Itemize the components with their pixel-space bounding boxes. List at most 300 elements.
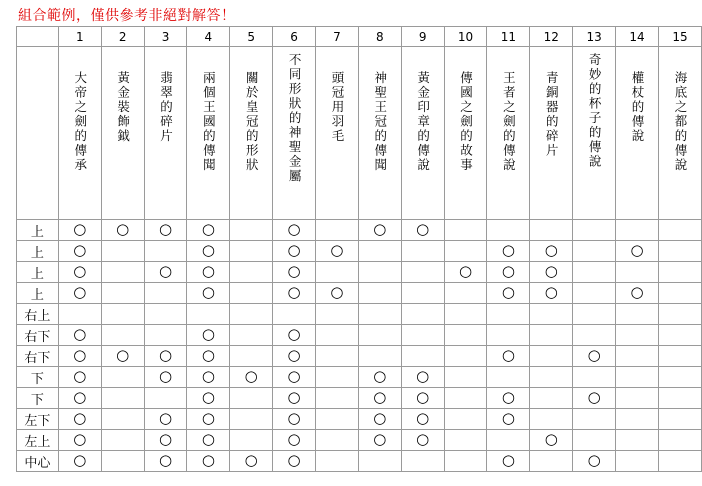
circle-mark: ○ [330, 241, 344, 259]
circle-mark: ○ [201, 388, 215, 406]
table-cell [658, 409, 701, 430]
table-cell [487, 220, 530, 241]
table-cell [144, 283, 187, 304]
table-cell [358, 346, 401, 367]
circle-mark: ○ [587, 346, 601, 364]
table-cell [316, 409, 359, 430]
table-cell [401, 241, 444, 262]
column-number: 3 [144, 27, 187, 47]
circle-mark: ○ [416, 430, 430, 448]
column-name-cell [573, 47, 616, 220]
table-cell [530, 241, 573, 262]
table-cell [487, 262, 530, 283]
column-name-cell [316, 47, 359, 220]
table-cell [101, 220, 144, 241]
table-cell [101, 304, 144, 325]
table-cell [187, 388, 230, 409]
table-cell [401, 283, 444, 304]
circle-mark: ○ [416, 409, 430, 427]
table-cell [187, 325, 230, 346]
column-name-cell [101, 47, 144, 220]
column-name-cell [58, 47, 101, 220]
circle-mark: ○ [201, 283, 215, 301]
circle-mark: ○ [287, 346, 301, 364]
table-cell [230, 220, 273, 241]
column-name-cell [658, 47, 701, 220]
direction-label: 下 [17, 367, 59, 388]
table-cell [573, 241, 616, 262]
circle-mark: ○ [201, 262, 215, 280]
table-cell [230, 388, 273, 409]
corner-cell [17, 27, 59, 47]
circle-mark: ○ [544, 283, 558, 301]
table-cell [444, 367, 487, 388]
table-cell [144, 241, 187, 262]
table-cell [230, 430, 273, 451]
column-name: 大帝之劍的傳承 [72, 71, 88, 173]
table-cell [573, 430, 616, 451]
table-cell [358, 409, 401, 430]
direction-label: 上 [17, 262, 59, 283]
table-cell [658, 241, 701, 262]
table-cell [273, 451, 316, 472]
table-cell [58, 241, 101, 262]
table-row [17, 388, 702, 409]
table-cell [444, 283, 487, 304]
table-cell [144, 304, 187, 325]
table-cell [530, 451, 573, 472]
circle-mark: ○ [630, 241, 644, 259]
table-cell [616, 283, 659, 304]
circle-mark: ○ [158, 262, 173, 280]
circle-mark: ○ [587, 388, 601, 406]
combination-table [16, 26, 702, 472]
circle-mark: ○ [373, 409, 387, 427]
table-cell [101, 388, 144, 409]
direction-label: 右下 [17, 325, 59, 346]
table-cell [101, 262, 144, 283]
table-row [17, 367, 702, 388]
circle-mark: ○ [201, 430, 215, 448]
table-cell [316, 346, 359, 367]
direction-label: 右上 [17, 304, 59, 325]
table-cell [187, 304, 230, 325]
table-cell [58, 304, 101, 325]
table-cell [230, 241, 273, 262]
direction-label: 上 [17, 283, 59, 304]
table-cell [444, 451, 487, 472]
circle-mark: ○ [373, 430, 387, 448]
table-cell [401, 409, 444, 430]
table-cell [658, 220, 701, 241]
circle-mark: ○ [73, 451, 87, 469]
column-name-cell [401, 47, 444, 220]
column-name: 王者之劍的傳說 [501, 71, 517, 173]
circle-mark: ○ [287, 220, 301, 238]
table-cell [401, 451, 444, 472]
circle-mark: ○ [287, 241, 301, 259]
table-row [17, 451, 702, 472]
table-cell [58, 262, 101, 283]
circle-mark: ○ [158, 220, 173, 238]
table-cell [273, 325, 316, 346]
direction-label: 左上 [17, 430, 59, 451]
table-cell [273, 367, 316, 388]
table-cell [316, 262, 359, 283]
table-cell [187, 451, 230, 472]
circle-mark: ○ [73, 283, 87, 301]
table-cell [316, 220, 359, 241]
table-cell [58, 325, 101, 346]
table-cell [230, 409, 273, 430]
table-cell [573, 409, 616, 430]
table-cell [573, 346, 616, 367]
column-name-cell [273, 47, 316, 220]
circle-mark: ○ [373, 367, 387, 385]
table-cell [444, 346, 487, 367]
circle-mark: ○ [501, 409, 515, 427]
table-cell [573, 367, 616, 388]
table-cell [230, 346, 273, 367]
column-number: 8 [358, 27, 401, 47]
table-cell [616, 220, 659, 241]
table-cell [273, 388, 316, 409]
circle-mark: ○ [73, 430, 87, 448]
direction-label: 上 [17, 241, 59, 262]
table-cell [230, 304, 273, 325]
table-cell [444, 409, 487, 430]
column-number: 14 [616, 27, 659, 47]
circle-mark: ○ [373, 220, 387, 238]
table-cell [273, 430, 316, 451]
table-cell [144, 430, 187, 451]
table-cell [230, 283, 273, 304]
table-cell [487, 367, 530, 388]
table-cell [273, 346, 316, 367]
table-cell [58, 409, 101, 430]
table-cell [101, 325, 144, 346]
table-cell [144, 262, 187, 283]
circle-mark: ○ [630, 283, 644, 301]
table-cell [401, 262, 444, 283]
table-cell [358, 451, 401, 472]
table-cell [487, 283, 530, 304]
circle-mark: ○ [544, 241, 558, 259]
table-cell [58, 388, 101, 409]
column-name: 關於皇冠的形狀 [244, 71, 260, 173]
circle-mark: ○ [116, 346, 130, 364]
table-cell [401, 430, 444, 451]
table-cell [273, 262, 316, 283]
column-name-cell [187, 47, 230, 220]
circle-mark: ○ [73, 409, 87, 427]
circle-mark: ○ [201, 367, 215, 385]
table-cell [273, 220, 316, 241]
circle-mark: ○ [158, 409, 173, 427]
table-row [17, 283, 702, 304]
table-cell [187, 430, 230, 451]
circle-mark: ○ [287, 325, 301, 343]
table-cell [658, 430, 701, 451]
circle-mark: ○ [287, 451, 301, 469]
table-cell [658, 367, 701, 388]
column-name-cell [358, 47, 401, 220]
table-cell [58, 220, 101, 241]
table-cell [530, 325, 573, 346]
table-cell [144, 346, 187, 367]
column-name-cell [616, 47, 659, 220]
column-name-cell [530, 47, 573, 220]
table-row [17, 346, 702, 367]
column-name-cell [444, 47, 487, 220]
table-cell [144, 325, 187, 346]
table-cell [487, 451, 530, 472]
table-cell [58, 451, 101, 472]
circle-mark: ○ [73, 220, 87, 238]
table-row [17, 304, 702, 325]
table-cell [530, 388, 573, 409]
circle-mark: ○ [73, 262, 87, 280]
circle-mark: ○ [201, 220, 215, 238]
table-cell [101, 451, 144, 472]
column-number: 7 [316, 27, 359, 47]
circle-mark: ○ [244, 367, 258, 385]
table-cell [316, 367, 359, 388]
table-cell [316, 325, 359, 346]
table-cell [58, 430, 101, 451]
table-cell [316, 388, 359, 409]
column-name: 不同形狀的神聖金屬 [287, 53, 303, 184]
table-cell [487, 430, 530, 451]
table-cell [401, 346, 444, 367]
table-cell [616, 304, 659, 325]
table-cell [573, 262, 616, 283]
table-cell [358, 262, 401, 283]
table-cell [401, 367, 444, 388]
circle-mark: ○ [501, 262, 515, 280]
column-number: 15 [658, 27, 701, 47]
table-cell [401, 220, 444, 241]
direction-label: 右下 [17, 346, 59, 367]
column-number: 13 [573, 27, 616, 47]
circle-mark: ○ [73, 325, 87, 343]
circle-mark: ○ [287, 262, 301, 280]
table-cell [530, 283, 573, 304]
circle-mark: ○ [244, 451, 258, 469]
circle-mark: ○ [501, 283, 515, 301]
column-name: 黃金裝飾鉞 [115, 71, 131, 144]
table-cell [616, 388, 659, 409]
column-name: 頭冠用羽毛 [329, 71, 345, 144]
table-cell [487, 304, 530, 325]
table-cell [401, 325, 444, 346]
table-cell [230, 451, 273, 472]
table-cell [101, 241, 144, 262]
combination-note: 組合範例，僅供參考非絕對解答！ [18, 8, 236, 24]
table-cell [316, 283, 359, 304]
table-cell [616, 451, 659, 472]
table-cell [358, 283, 401, 304]
circle-mark: ○ [287, 430, 301, 448]
table-cell [401, 304, 444, 325]
table-cell [144, 367, 187, 388]
column-number: 1 [58, 27, 101, 47]
table-cell [573, 304, 616, 325]
table-cell [187, 262, 230, 283]
circle-mark: ○ [501, 451, 515, 469]
column-name-cell [144, 47, 187, 220]
column-name: 權杖的傳說 [630, 71, 646, 144]
direction-label: 左下 [17, 409, 59, 430]
table-cell [358, 367, 401, 388]
table-cell [144, 388, 187, 409]
table-cell [316, 430, 359, 451]
column-name: 傳國之劍的故事 [458, 71, 474, 173]
table-cell [144, 220, 187, 241]
column-number: 2 [101, 27, 144, 47]
table-cell [530, 367, 573, 388]
table-cell [316, 304, 359, 325]
table-cell [658, 388, 701, 409]
table-cell [187, 409, 230, 430]
table-cell [101, 283, 144, 304]
table-cell [616, 241, 659, 262]
direction-label: 下 [17, 388, 59, 409]
circle-mark: ○ [73, 346, 87, 364]
circle-mark: ○ [158, 346, 173, 364]
table-cell [616, 262, 659, 283]
circle-mark: ○ [501, 388, 515, 406]
circle-mark: ○ [373, 388, 387, 406]
column-name: 海底之都的傳說 [672, 71, 688, 173]
circle-mark: ○ [416, 367, 430, 385]
table-cell [358, 220, 401, 241]
table-cell [144, 451, 187, 472]
table-cell [616, 325, 659, 346]
column-name: 翡翠的碎片 [158, 71, 174, 144]
table-cell [658, 283, 701, 304]
table-cell [444, 430, 487, 451]
table-cell [230, 367, 273, 388]
circle-mark: ○ [158, 367, 173, 385]
table-cell [358, 241, 401, 262]
table-cell [273, 283, 316, 304]
table-cell [444, 241, 487, 262]
circle-mark: ○ [201, 325, 215, 343]
circle-mark: ○ [201, 346, 215, 364]
table-cell [658, 262, 701, 283]
circle-mark: ○ [287, 409, 301, 427]
table-cell [658, 304, 701, 325]
table-cell [658, 451, 701, 472]
circle-mark: ○ [73, 388, 87, 406]
table-row [17, 262, 702, 283]
column-number: 4 [187, 27, 230, 47]
table-cell [316, 451, 359, 472]
table-cell [444, 220, 487, 241]
table-cell [101, 367, 144, 388]
table-cell [487, 241, 530, 262]
column-name: 神聖王冠的傳聞 [372, 71, 388, 173]
table-cell [573, 325, 616, 346]
circle-mark: ○ [158, 430, 173, 448]
table-cell [273, 241, 316, 262]
column-name: 奇妙的杯子的傳說 [587, 53, 603, 169]
table-cell [530, 304, 573, 325]
table-cell [273, 409, 316, 430]
table-cell [658, 325, 701, 346]
circle-mark: ○ [201, 451, 215, 469]
table-cell [444, 388, 487, 409]
circle-mark: ○ [416, 388, 430, 406]
circle-mark: ○ [501, 241, 515, 259]
table-cell [616, 367, 659, 388]
column-name: 黃金印章的傳說 [415, 71, 431, 173]
column-name: 青銅器的碎片 [544, 71, 560, 158]
table-cell [573, 283, 616, 304]
table-cell [187, 346, 230, 367]
circle-mark: ○ [587, 451, 601, 469]
table-row [17, 409, 702, 430]
table-cell [358, 388, 401, 409]
column-name-cell [487, 47, 530, 220]
table-row [17, 325, 702, 346]
column-number: 11 [487, 27, 530, 47]
circle-mark: ○ [330, 283, 344, 301]
circle-mark: ○ [287, 283, 301, 301]
table-cell [58, 283, 101, 304]
table-cell [230, 325, 273, 346]
table-cell [58, 346, 101, 367]
circle-mark: ○ [287, 367, 301, 385]
circle-mark: ○ [544, 430, 558, 448]
table-cell [273, 304, 316, 325]
circle-mark: ○ [458, 262, 473, 280]
table-cell [530, 262, 573, 283]
table-cell [444, 262, 487, 283]
circle-mark: ○ [73, 241, 87, 259]
circle-mark: ○ [158, 451, 173, 469]
table-cell [487, 388, 530, 409]
table-cell [487, 325, 530, 346]
table-cell [144, 409, 187, 430]
table-cell [530, 430, 573, 451]
table-cell [58, 367, 101, 388]
table-cell [358, 325, 401, 346]
table-cell [658, 346, 701, 367]
column-name-row [17, 47, 702, 220]
table-cell [616, 346, 659, 367]
table-cell [573, 451, 616, 472]
table-cell [187, 241, 230, 262]
table-cell [101, 346, 144, 367]
circle-mark: ○ [73, 367, 87, 385]
table-cell [616, 409, 659, 430]
direction-label: 中心 [17, 451, 59, 472]
table-row [17, 241, 702, 262]
table-cell [573, 388, 616, 409]
circle-mark: ○ [416, 220, 430, 238]
column-name-cell [230, 47, 273, 220]
corner-cell [17, 47, 59, 220]
table-cell [530, 346, 573, 367]
table-cell [530, 220, 573, 241]
table-cell [573, 220, 616, 241]
table-cell [616, 430, 659, 451]
table-cell [487, 409, 530, 430]
circle-mark: ○ [201, 241, 215, 259]
table-cell [230, 262, 273, 283]
